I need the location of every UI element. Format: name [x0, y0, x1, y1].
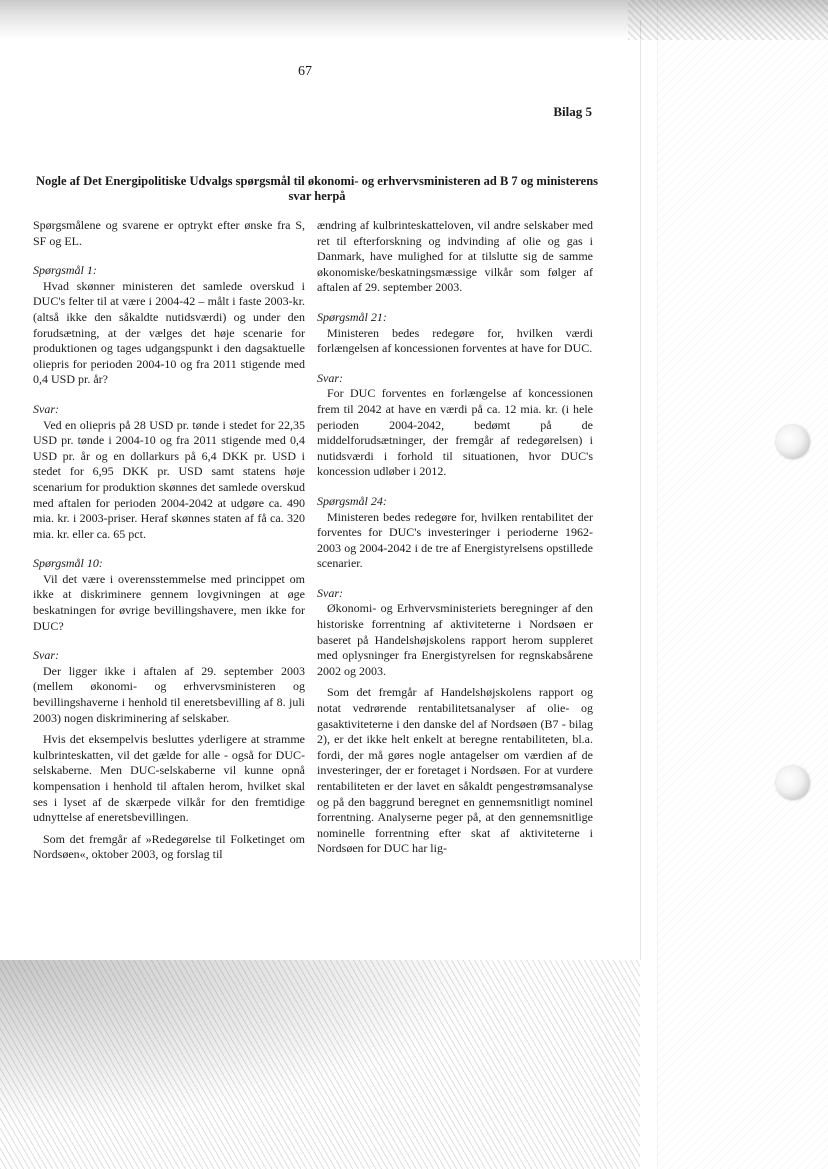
page-number: 67: [298, 64, 312, 79]
question-24-text: Ministeren bedes redegøre for, hvilken rentabilitet der forventes for DUC's investeringer i perioderne 1962-2003 og 2004-2042 i de tre af Energistyrelsens opstillede scenarier.: [317, 509, 593, 571]
answer-24-label: Svar:: [317, 585, 343, 600]
scan-shadow-bottom: [0, 960, 640, 1169]
punch-hole: [776, 425, 810, 459]
answer-10-label: Svar:: [33, 648, 59, 663]
answer-10-paragraph-1: Der ligger ikke i aftalen af 29. september 2003 (mellem økonomi- og erhvervsministeren og bevillingshaverne i henhold til eneretsbevilling af 8. juli 2003) nogen diskriminering af selskaber.: [33, 663, 305, 725]
answer-21-label: Svar:: [317, 370, 343, 385]
continuation-paragraph: ændring af kulbrinteskatteloven, vil andre selskaber med ret til efterforskning og indvinding af olie og gas i Danmark, have mulighed for at tilslutte sig de samme økonomiske/beskatningsmæssige vilkår som følger af aftalen af 29. september 2003.: [317, 218, 593, 295]
question-21-text: Ministeren bedes redegøre for, hvilken værdi forlængelsen af koncessionen forventes at have for DUC.: [317, 325, 593, 356]
left-column: [33, 218, 305, 863]
right-column: [317, 218, 593, 857]
answer-24-paragraph-1: Økonomi- og Erhvervsministeriets beregninger af den historiske forrentning af aktiviteterne i Nordsøen er baseret på Handelshøjskolens rapport herom suppleret med oplysninger fra Energistyrelsen for regnskabsårene 2002 og 2003.: [317, 601, 593, 678]
intro-paragraph: Spørgsmålene og svarene er optrykt efter ønske fra S, SF og EL.: [33, 218, 305, 248]
appendix-label: Bilag 5: [553, 104, 592, 119]
answer-1-label: Svar:: [33, 401, 59, 416]
answer-10-paragraph-3: Som det fremgår af »Redegørelse til Folketinget om Nordsøen«, oktober 2003, og forslag til: [33, 831, 305, 862]
question-1-label: Spørgsmål 1:: [33, 263, 97, 278]
answer-21-text: For DUC forventes en forlængelse af koncessionen frem til 2042 at have en værdi på ca. 12 mia. kr. (i hele perioden 2004-2042, bedømt på de middelforudsætninger, der fremgår af redegørelsen) i nutidsværdi i forhold til situationen, hvor DUC's koncession udløber i 2012.: [317, 386, 593, 479]
answer-1-text: Ved en oliepris på 28 USD pr. tønde i stedet for 22,35 USD pr. tønde i 2004-10 og fra 2011 stigende med 0,4 USD pr. år og en dollarkurs på 6,4 DKK pr. USD i stedet for 6,95 DKK pr. USD samt statens høje scenarium for produktion skønnes det samlede overskud med aftalen for perioden 2004-2042 at udgøre ca. 490 mia. kr. i 2003-priser. Heraf skønnes staten af få ca. 320 mia. kr. eller ca. 65 pct.: [33, 417, 305, 541]
question-10-text: Vil det være i overensstemmelse med princippet om ikke at diskriminere gennem lovgivningen at øge beskatningen for øvrige bevillingshavere, men ikke for DUC?: [33, 571, 305, 633]
scan-margin-right: [657, 0, 828, 1169]
answer-24-paragraph-2: Som det fremgår af Handelshøjskolens rapport og notat vedrørende rentabilitetsanalyser af olie- og gasaktiviteterne i den danske del af Nordsøen (B7 - bilag 2), er det ikke helt enkelt at beregne rentabiliteten, bl.a. fordi, der må gøres nogle antagelser om værdien af de investeringer, der er foretaget i Nordsøen. For at vurdere rentabiliteten er der lavet en såkaldt pengestrømsanalyse og på den baggrund beregnet en gennemsnitligt nominel forrentning. Analyserne peger på, at den gennemsnitlige nominelle forrentning efter skat af aktiviteterne i Nordsøen for DUC har lig-: [317, 685, 593, 856]
document-title: Nogle af Det Energipolitiske Udvalgs spørgsmål til økonomi- og erhvervsministeren ad B 7 og ministerens svar herpå: [35, 174, 599, 203]
answer-10-paragraph-2: Hvis det eksempelvis besluttes yderligere at stramme kulbrinteskatten, vil det gælde for alle - også for DUC-selskaberne. Men DUC-selskaberne vil kunne opnå kompensation i henhold til aftalen herom, hvilket skal ses i lyset af de skærpede vilkår for den fremtidige udnyttelse af eneretsbevillingen.: [33, 732, 305, 825]
question-10-label: Spørgsmål 10:: [33, 556, 103, 571]
question-21-label: Spørgsmål 21:: [317, 309, 387, 324]
question-24-label: Spørgsmål 24:: [317, 493, 387, 508]
punch-hole: [776, 766, 810, 800]
question-1-text: Hvad skønner ministeren det samlede overskud i DUC's felter til at være i 2004-42 – målt i faste 2003-kr. (altså ikke den såkaldte nutidsværdi) og under den forudsætning, at der vælges det høje scenarie for produktionen og tages udgangspunkt i den dagsaktuelle oliepris for perioden 2004-10 og fra 2011 stigende med 0,4 USD pr. år?: [33, 278, 305, 387]
page-edge-line: [640, 20, 641, 960]
